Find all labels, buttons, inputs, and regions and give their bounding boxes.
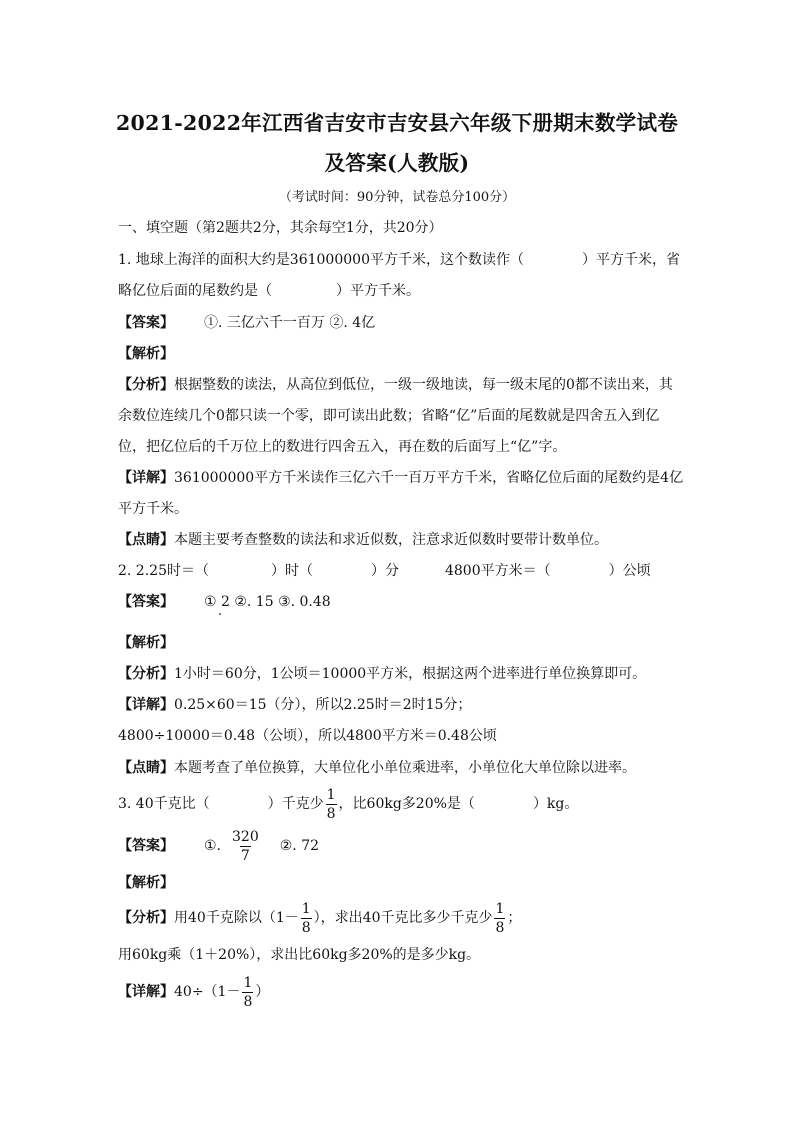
q3-text-1: 3. 40千克比（ <box>118 796 210 812</box>
q3-detail <box>118 972 269 1012</box>
q2-dianjing-text: 本题考查了单位换算，大单位化小单位乘进率，小单位化大单位除以进率。 <box>174 760 636 776</box>
q1-dianjing <box>118 530 608 550</box>
q1-detail-line1 <box>118 468 683 488</box>
q1-answer <box>118 313 375 333</box>
q2-answer-text: ① 2 ②. 15 ③. 0.48 <box>204 594 331 610</box>
detail-label: 【详解】 <box>118 984 174 1000</box>
q3-text-4: ）kg。 <box>532 796 579 812</box>
q1-text-b: ）平方千米，省 <box>581 252 680 268</box>
q3-fenxi-line1 <box>118 898 521 938</box>
q2-fenxi <box>118 664 646 684</box>
q1-detail-text1: 361000000平方千米读作三亿六千一百万平方千米，省略亿位后面的尾数约是4亿 <box>174 470 684 486</box>
fraction-answer: $\frac{320}{7}$ <box>232 828 259 864</box>
q1-line2 <box>118 281 420 301</box>
q3-detail-b: ） <box>255 984 270 1000</box>
q1-fenxi-text1: 根据整数的读法，从高位到低位，一级一级地读，每一级末尾的0都不读出来，其 <box>174 377 673 393</box>
fraction-one-eighth: $\frac{1}{8}$ <box>243 974 253 1010</box>
q1-dianjing-text: 本题主要考查整数的读法和求近似数，注意求近似数时要带计数单位。 <box>174 532 608 548</box>
q3-line1 <box>118 784 578 824</box>
q1-analysis-label <box>118 344 174 364</box>
analysis-label: 【解析】 <box>118 875 174 891</box>
detail-label: 【详解】 <box>118 697 174 713</box>
q1-fenxi-line3: 位，把亿位后的千万位上的数进行四舍五入，再在数的后面写上“亿”字。 <box>118 439 567 455</box>
q2-text-1: 2. 2.25时＝（ <box>118 563 209 579</box>
q1-text-a: 1. 地球上海洋的面积大约是361000000平方千米，这个数读作（ <box>118 252 524 268</box>
q3-answer-second: ②. 72 <box>279 838 320 854</box>
fraction-one-eighth: $\frac{1}{8}$ <box>326 786 336 822</box>
q2-fenxi-text: 1小时＝60分，1公顷＝10000平方米，根据这两个进率进行单位换算即可。 <box>174 666 647 682</box>
q1-fenxi-line1 <box>118 375 673 395</box>
q2-analysis-label <box>118 633 174 653</box>
analysis-label: 【解析】 <box>118 635 174 651</box>
dianjing-label: 【点睛】 <box>118 760 174 776</box>
section-heading: 一、填空题（第2题共2分，其余每空1分，共20分） <box>118 220 443 236</box>
q2-detail-text1: 0.25×60＝15（分），所以2.25时＝2时15分； <box>174 697 472 713</box>
answer-label: 【答案】 <box>118 838 174 854</box>
q1-text-c: 略亿位后面的尾数约是（ <box>118 283 272 299</box>
q2-text-5: ）公顷 <box>608 563 651 579</box>
fenxi-label: 【分析】 <box>118 910 174 926</box>
q1-line1 <box>118 250 680 270</box>
q3-answer <box>118 826 319 866</box>
q1-fenxi-line2: 余数位连续几个0都只读一个零，即可读出此数；省略“亿”后面的尾数就是四舍五入到亿 <box>118 408 660 424</box>
q3-fenxi-b: ），求出40千克比多少千克少 <box>313 910 493 926</box>
fraction-one-eighth: $\frac{1}{8}$ <box>495 900 505 936</box>
q3-analysis-label <box>118 873 174 893</box>
fraction-one-eighth: $\frac{1}{8}$ <box>301 900 311 936</box>
q3-detail-a: 40÷（1－ <box>174 984 241 1000</box>
exam-info: （考试时间：90分钟，试卷总分100分） <box>278 190 516 205</box>
q2-answer <box>118 592 331 612</box>
dianjing-label: 【点睛】 <box>118 532 174 548</box>
q3-fenxi-c: ； <box>507 910 522 926</box>
q1-answer-text: ①. 三亿六千一百万 ②. 4亿 <box>204 315 376 331</box>
q2-line1 <box>118 561 651 581</box>
fenxi-label: 【分析】 <box>118 666 174 682</box>
q2-detail-line2: 4800÷10000＝0.48（公顷），所以4800平方米＝0.48公顷 <box>118 728 497 744</box>
q3-text-3: ，比60kg多20%是（ <box>338 796 475 812</box>
document-title-line2: 及答案(人教版) <box>324 151 470 175</box>
fenxi-label: 【分析】 <box>118 377 174 393</box>
q2-text-3: ）分 <box>370 563 399 579</box>
q2-dianjing <box>118 758 636 778</box>
q2-text-2: ）时（ <box>270 563 313 579</box>
q3-fenxi-line2: 用60kg乘（1＋20%），求出比60kg多20%的是多少kg。 <box>118 947 481 963</box>
stray-dot <box>219 613 221 615</box>
q3-fenxi-a: 用40千克除以（1－ <box>174 910 299 926</box>
answer-label: 【答案】 <box>118 315 174 331</box>
q2-detail-line1 <box>118 695 471 715</box>
answer-label: 【答案】 <box>118 594 174 610</box>
q3-answer-prefix: ①. <box>204 838 222 854</box>
detail-label: 【详解】 <box>118 470 174 486</box>
q3-text-2: ）千克少 <box>267 796 324 812</box>
document-title-line1: 2021-2022年江西省吉安市吉安县六年级下册期末数学试卷 <box>115 111 679 135</box>
q1-text-d: ）平方千米。 <box>336 283 420 299</box>
analysis-label: 【解析】 <box>118 346 174 362</box>
q2-text-4: 4800平方米＝（ <box>444 563 551 579</box>
q1-detail-line2: 平方千米。 <box>118 501 188 517</box>
